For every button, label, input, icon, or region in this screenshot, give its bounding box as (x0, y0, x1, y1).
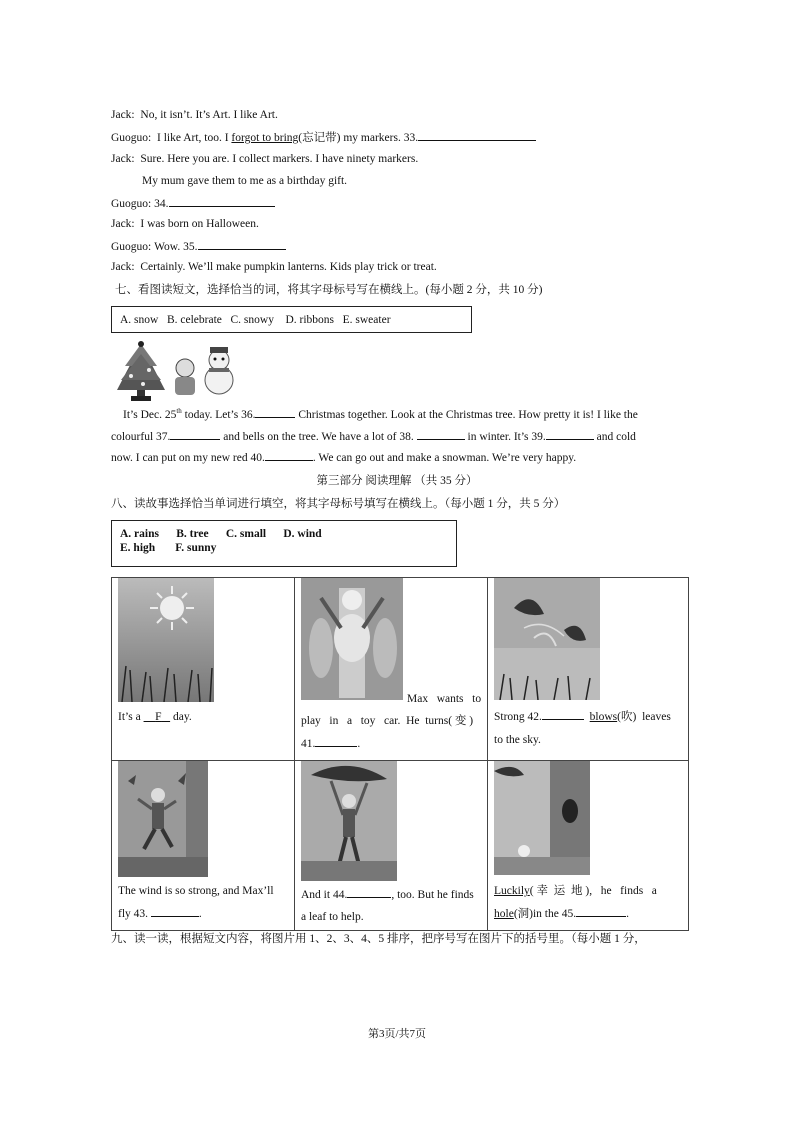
passage-text: and bells on the tree. We have a lot of 38. (220, 430, 417, 443)
story-cell-3 (488, 578, 689, 761)
part-3-title: 第三部分 阅读理解 （共 35 分） (316, 475, 478, 487)
speaker: Jack: (111, 153, 135, 165)
story-text-5a (301, 884, 481, 906)
passage-text: now. I can put on my new red 40. (111, 452, 265, 464)
dialogue-line-8 (111, 260, 437, 274)
answer-blank-42[interactable] (542, 708, 584, 720)
answer-blank-41[interactable] (315, 735, 357, 747)
underlined-word: blows (589, 711, 618, 723)
christmas-tree-snowman-picture (111, 340, 239, 402)
dialogue-text: No, it isn’t. It’s Art. I like Art. (140, 109, 278, 121)
answer-blank-34[interactable] (169, 195, 275, 207)
speaker: Jack: (111, 218, 135, 230)
christmas-illustration (111, 340, 239, 402)
dialogue-line-2 (111, 129, 536, 145)
story-text-2a: Max wants to (407, 693, 482, 705)
example-answer: F (155, 711, 162, 723)
speaker: Jack: (111, 261, 135, 273)
speaker: Guoguo: (111, 198, 152, 210)
story-text-5b: a leaf to help. (301, 911, 364, 923)
story-text: 41. (301, 738, 316, 750)
chinese-gloss: (吹) leaves (617, 711, 671, 723)
sun-illustration (118, 578, 214, 702)
table-row (112, 761, 689, 931)
word-bank-options: A. snow B. celebrate C. snowy D. ribbons E. sweater (120, 314, 391, 326)
answer-blank-44[interactable] (347, 886, 391, 898)
section-9-heading: 九、读一读，根据短文内容，将图片用 1、2、3、4、5 排序，把序号写在图片下的括号里。（每小题 1 分， (111, 933, 646, 945)
story-cell-5 (295, 761, 488, 931)
flying-boy-illustration (118, 761, 208, 877)
speaker: Jack: (111, 109, 135, 121)
dialogue-line-7 (111, 238, 286, 254)
answer-blank-38[interactable] (417, 428, 465, 440)
story-cell-6 (488, 761, 689, 931)
speaker: Guoguo: (111, 241, 152, 253)
boy-illustration (301, 578, 403, 700)
passage-text: today. Let’s 36. (181, 409, 256, 421)
answer-blank-45[interactable] (576, 905, 626, 917)
answer-blank-36[interactable] (255, 406, 295, 418)
answer-blank-43[interactable] (151, 905, 199, 917)
chinese-gloss: (忘记带) (298, 132, 341, 144)
section-7-heading: 七、看图读短文，选择恰当的词，将其字母标号写在横线上。(每小题 2 分，共 10 分) (115, 284, 543, 296)
leaf-helps-picture (301, 761, 397, 881)
table-row (112, 578, 689, 761)
passage-text: It’s Dec. 25 (123, 409, 177, 421)
story-text-1 (118, 706, 288, 728)
dialogue-line-1 (111, 108, 278, 122)
story-text-4a: The wind is so strong, and Max’ll (118, 885, 274, 897)
passage-text: . We can go out and make a snowman. We’re very happy. (312, 452, 577, 464)
story-text-2b: play in a toy car. He turns( 变 ) (301, 715, 474, 727)
story-cell-4 (112, 761, 295, 931)
dialogue-text: Wow. 35. (154, 241, 198, 253)
max-flies-picture (118, 761, 208, 877)
dialogue-text: My mum gave them to me as a birthday gift. (142, 175, 348, 187)
dialogue-text: I like Art, too. I (157, 132, 232, 144)
dialogue-line-4 (142, 174, 347, 188)
story-picture-table (111, 577, 689, 931)
ordinal-suffix: th (176, 407, 182, 416)
wind-illustration (494, 578, 600, 700)
passage-text: colourful 37. (111, 430, 171, 443)
answer-blank-35[interactable] (198, 238, 286, 250)
passage-line-1 (111, 405, 679, 427)
story-text-6a (494, 880, 682, 902)
leaf-illustration (301, 761, 397, 881)
story-text-2c: 41. . (301, 733, 481, 755)
dialogue-text: Sure. Here you are. I collect markers. I have ninety markers. (140, 153, 419, 165)
dialogue-text: 34. (154, 198, 169, 210)
story-text-6b: hole(洞)in the 45. . (494, 903, 682, 925)
dialogue-line-5 (111, 195, 275, 211)
word-bank-row-2: E. high F. sunny (120, 542, 217, 554)
passage-line-3 (111, 448, 679, 470)
story-text: It’s a (118, 711, 144, 723)
section-8-heading: 八、读故事选择恰当单词进行填空，将其字母标号填写在横线上。（每小题 1 分，共 5 分） (111, 498, 566, 510)
dialogue-line-3 (111, 152, 418, 166)
passage-text: and cold (593, 430, 636, 443)
story-text: day. (170, 711, 192, 723)
story-text: fly 43. (118, 908, 151, 920)
sunny-day-picture (118, 578, 214, 702)
answer-blank-fill[interactable] (144, 711, 171, 723)
story-text-3b: to the sky. (494, 734, 541, 746)
answer-blank-37[interactable] (170, 428, 220, 440)
passage-text: Christmas together. Look at the Christmas tree. How pretty it is! I like the (295, 409, 638, 421)
underlined-phrase: forgot to bring (231, 132, 299, 144)
story-cell-1 (112, 578, 295, 761)
dialogue-text: Certainly. We’ll make pumpkin lanterns. Kids play trick or treat. (140, 261, 437, 273)
passage-text: in winter. It’s 39. (464, 430, 546, 443)
word-bank-row-1: A. rains B. tree C. small D. wind (120, 528, 322, 540)
section-7-passage (111, 405, 679, 470)
underlined-word: Luckily (494, 885, 530, 897)
answer-blank-39[interactable] (546, 428, 594, 440)
story-cell-2 (295, 578, 488, 761)
underlined-word: hole (494, 908, 514, 920)
story-text: And it 44. (301, 889, 348, 901)
story-text: , too. But he finds (391, 889, 474, 901)
section-8-word-bank (111, 520, 457, 567)
story-text-4b: fly 43. . (118, 903, 288, 925)
tree-illustration (494, 761, 590, 875)
dialogue-text: I was born on Halloween. (140, 218, 259, 230)
chinese-gloss: ( 幸 运 地 ), he finds a (529, 885, 657, 897)
answer-blank-40[interactable] (265, 449, 313, 461)
story-text: Strong 42. (494, 711, 542, 723)
chinese-gloss: (洞)in the 45. (513, 908, 577, 920)
story-text-3a (494, 706, 682, 728)
dialogue-text: my markers. 33. (340, 132, 419, 144)
page-footer: 第3页/共7页 (367, 1028, 427, 1040)
dialogue-line-6 (111, 217, 259, 231)
section-7-word-bank (111, 306, 472, 333)
wind-blows-leaves-picture (494, 578, 600, 700)
answer-blank-33[interactable] (418, 129, 536, 141)
speaker: Guoguo: (111, 132, 152, 144)
tree-hole-picture (494, 761, 590, 875)
boy-turns-small-picture (301, 578, 403, 700)
passage-line-2 (111, 427, 679, 449)
